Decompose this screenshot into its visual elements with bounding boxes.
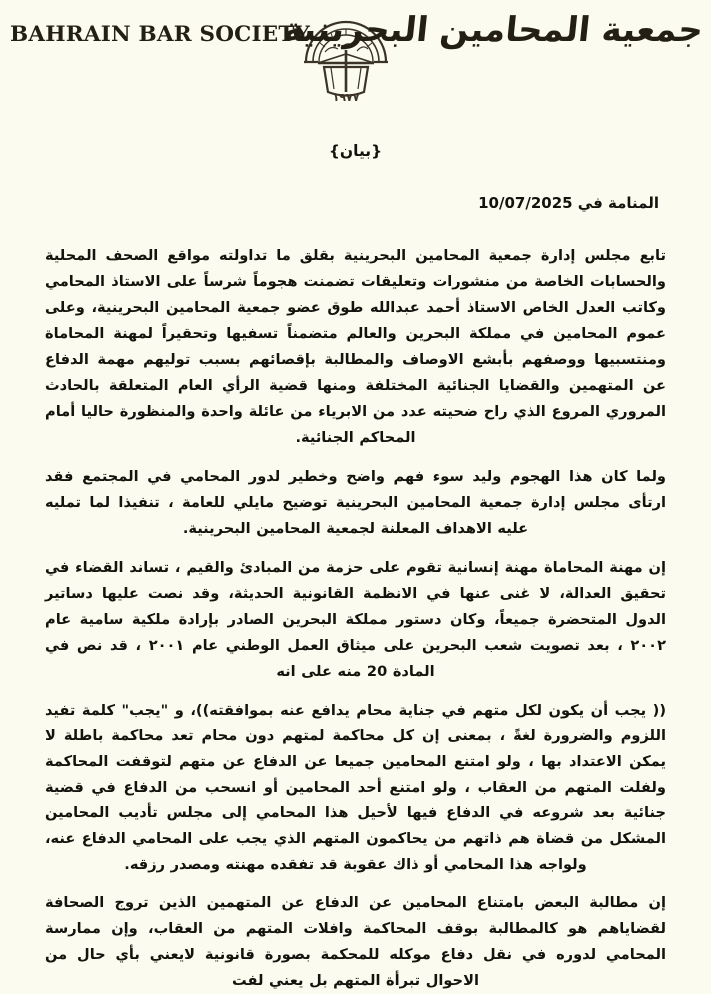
paragraph: (( يجب أن يكون لكل متهم في جناية محام يدافع عنه بموافقته))، و "يجب" كلمة تفيد اللزوم والضرورة لغةً ، بمعنى إن كل محاكمة لمتهم دون محام تعد محاكمة باطلة لا يمكن الاعتداد بها ، ولو امتنع المحامين جميعا عن الدفاع عن متهم لتوقفت المحاكمة ولفلت المتهم من العقاب ، ولو امتنع أحد المحامين أو انسحب من الدفاع في قضية جنائية بعد شروعه في الدفاع فيها لأحيل هذا المحامي إلى مجلس تأديب المحامين المشكل من قضاة هم ذاتهم من يحاكمون المتهم الذي يجب على المحامي الدفاع عنه، ولواجه هذا المحامي أو ذاك عقوبة قد تفقده مهنته ومصدر رزقه. (45, 701, 666, 873)
letterhead (0, 0, 711, 112)
document-body (45, 243, 666, 994)
document-title: {بيان} (328, 142, 383, 160)
organization-name-arabic-wrap (281, 8, 706, 54)
organization-name-english: BAHRAIN BAR SOCIETY (10, 22, 311, 47)
paragraph: إن مطالبة البعض بامتناع المحامين عن الدفاع عن المتهمين الذين تروج الصحافة لقضاياهم هو كالمطالبة بوقف المحاكمة وافلات المتهم من العقاب، وإن ممارسة المحامي لدوره في نقل دفاع موكله للمحكمة بصورة قانونية لايعني بأي حال من الاحوال تبرأة المتهم بل يعني لفت (45, 894, 666, 990)
logo-year-label: ١٩٧٧ (332, 91, 360, 102)
paragraph: إن مهنة المحاماة مهنة إنسانية تقوم على حزمة من المبادئ والقيم ، تساند القضاء في تحقيق العدالة، لا غنى عنها في الانظمة القانونية الحديثة، وقد نصت عليها دساتير الدول المتحضرة جميعاً، وكان دستور مملكة البحرين الصادر بإرادة ملكية سامية عام ٢٠٠٢ ، بعد تصويت شعب البحرين على ميثاق العمل الوطني عام ٢٠٠١ ، قد نص في المادة 20 منه على انه (45, 558, 666, 680)
organization-name-arabic: جمعية المحامين البحرينية (281, 10, 706, 50)
document-date-line: المنامة في 10/07/2025 (478, 194, 659, 212)
paragraph: تابع مجلس إدارة جمعية المحامين البحرينية بقلق ما تداولته مواقع الصحف المحلية والحسابات الخاصة من منشورات وتعليقات تضمنت هجوماً شرساً على الاستاذ المحامي وكاتب العدل الخاص الاستاذ أحمد عبدالله طوق عضو جمعية المحامين البحرينية، وعلى عموم المحامين في مملكة البحرين والعالم متضمناً تسفيها وتحقيراً لمهنة المحاماة ومنتسبيها ووصفهم بأبشع الاوصاف والمطالبة بإقصائهم بسبب توليهم مهمة الدفاع عن المتهمين والقضايا الجنائية المختلفة ومنها قضية الرأي العام المتعلقة بالحادث المروري المروع الذي راح ضحيته عدد من الابرياء من عائلة واحدة والمنظورة حاليا أمام المحاكم الجنائية. (45, 247, 666, 446)
paragraph: ولما كان هذا الهجوم وليد سوء فهم واضح وخطير لدور المحامي في المجتمع فقد ارتأى مجلس إدارة جمعية المحامين البحرينية توضيح مايلي للعامة ، تنفيذا لما تمليه عليه الاهداف المعلنة لجمعية المحامين البحرينية. (45, 467, 666, 537)
